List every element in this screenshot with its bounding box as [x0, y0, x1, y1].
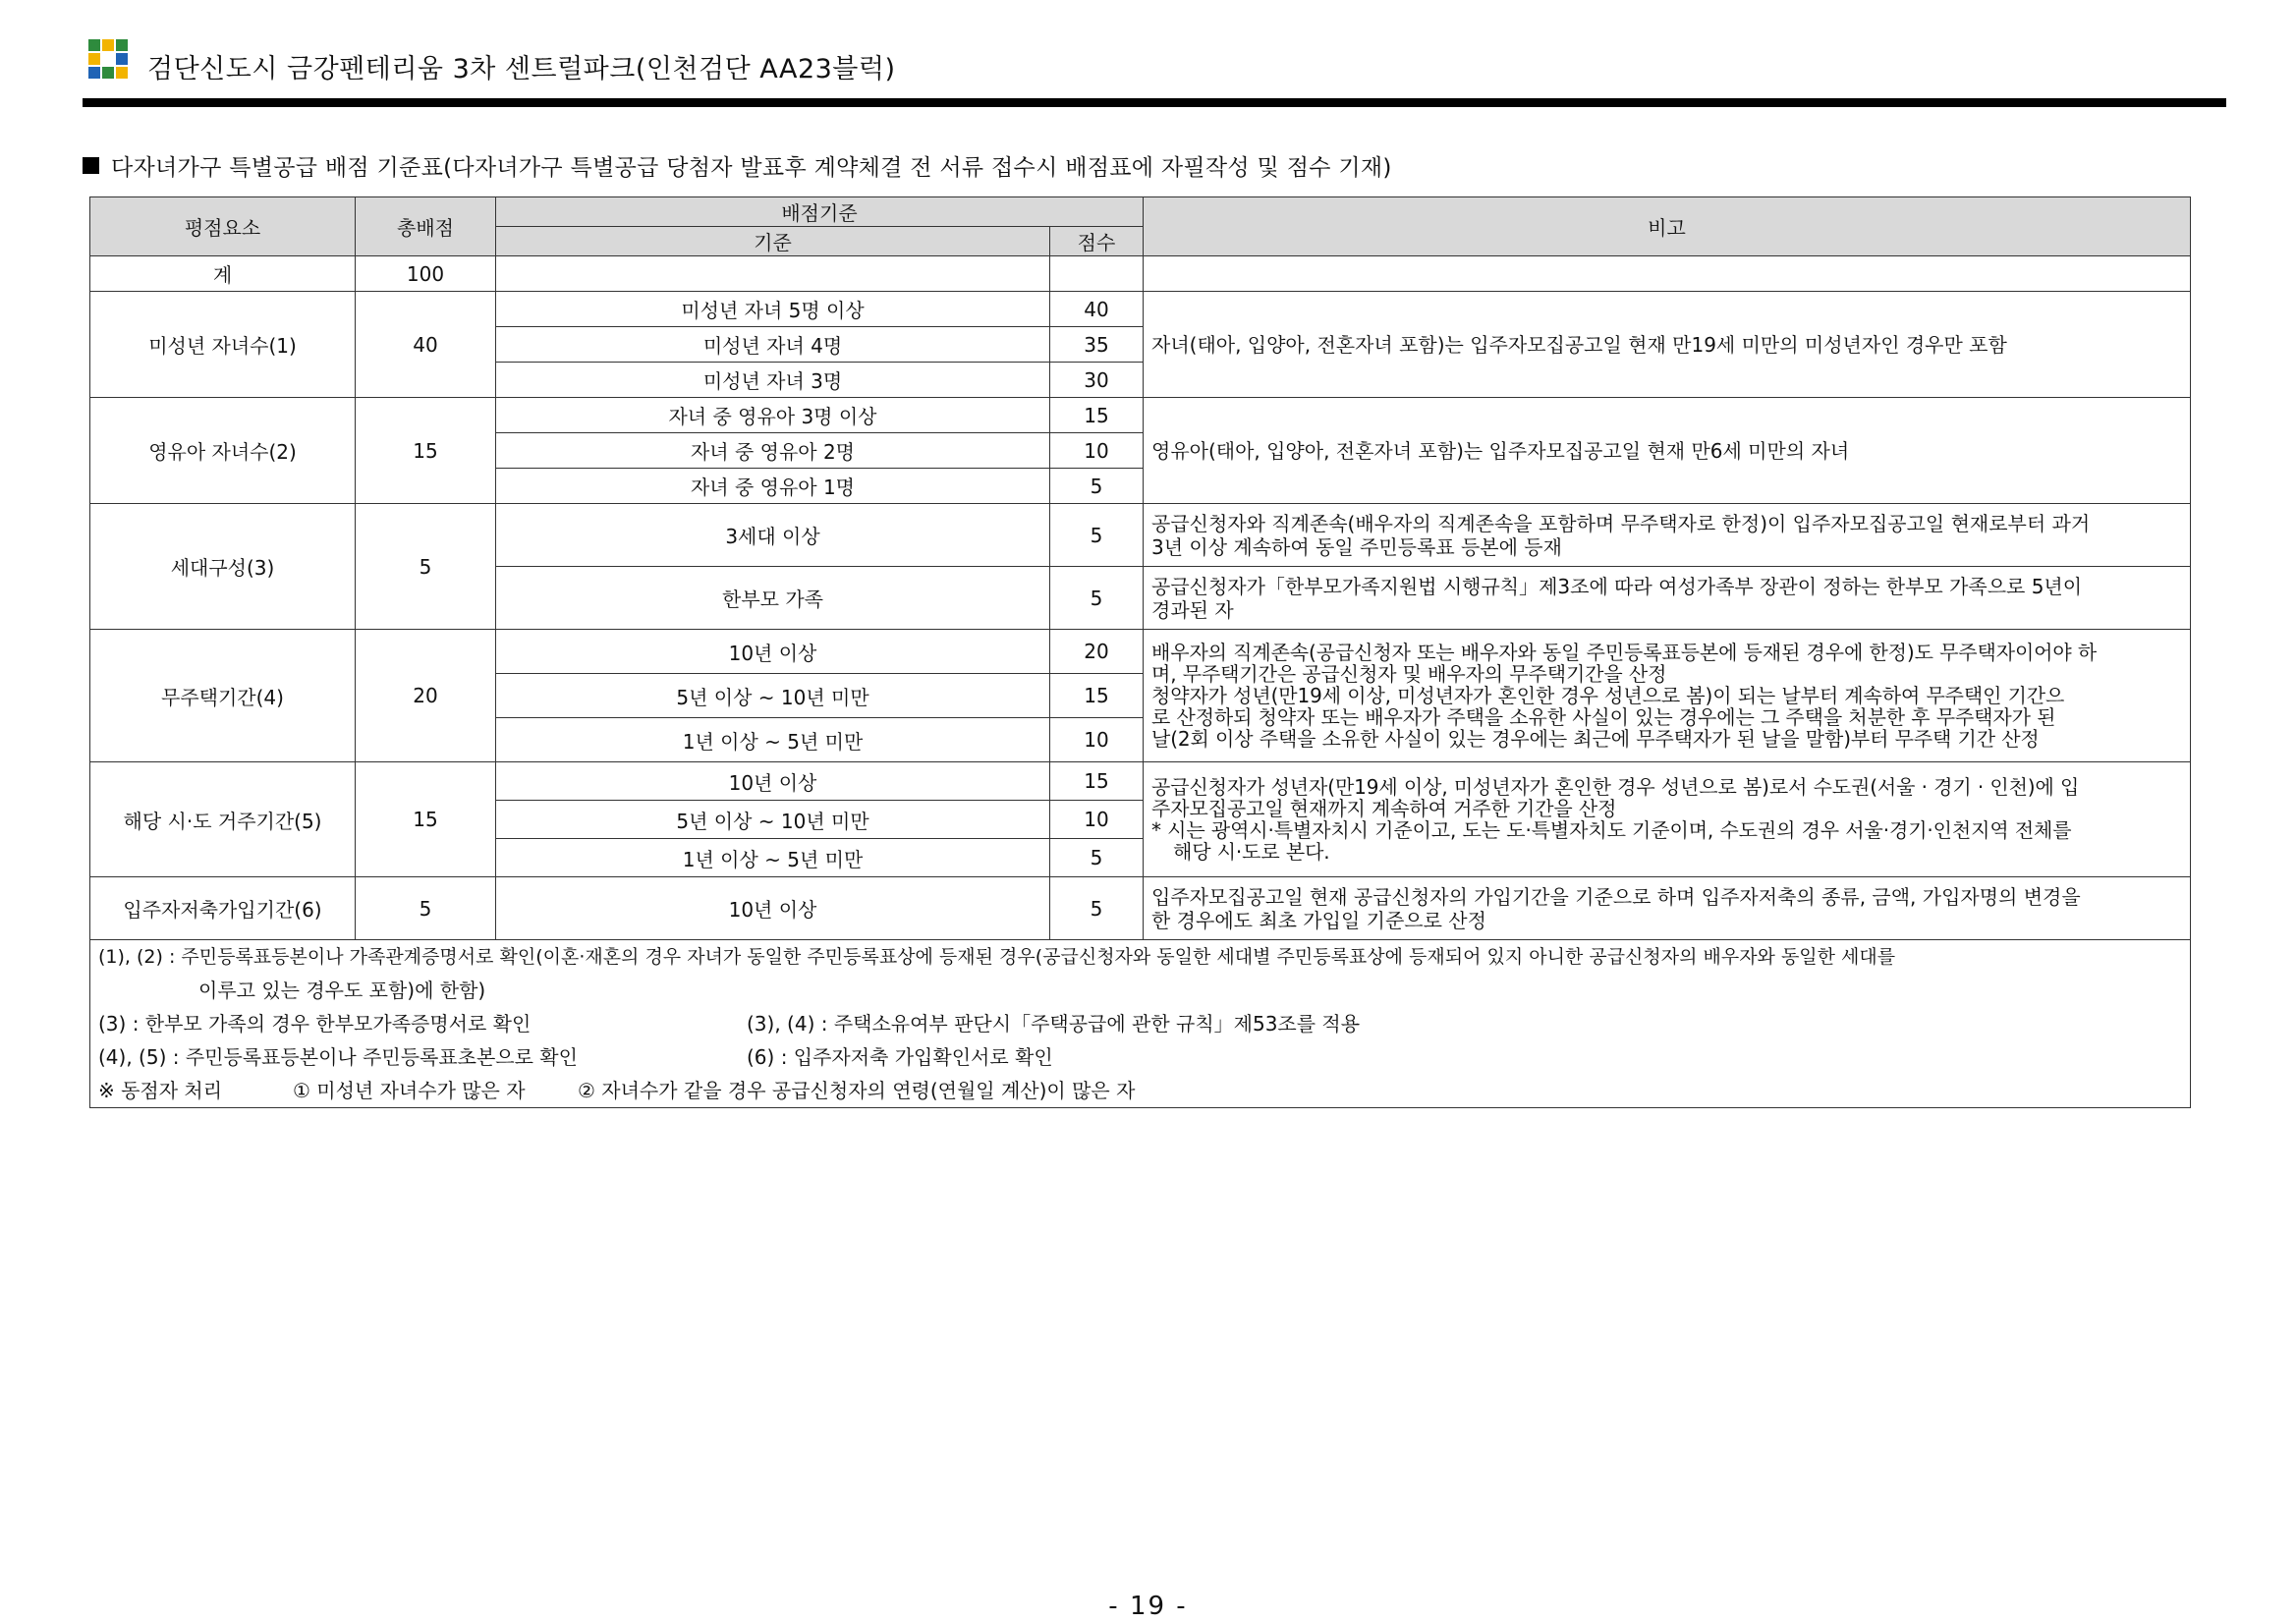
table-row	[90, 398, 2191, 433]
remark-cell: 공급신청자가「한부모가족지원법 시행규칙」제3조에 따라 여성가족부 장관이 정하는 한부모 가족으로 5년이 경과된 자	[1144, 567, 2191, 630]
criterion-cell: 5년 이상 ~ 10년 미만	[496, 801, 1050, 839]
total-cell: 40	[356, 292, 496, 398]
criterion-cell: 미성년 자녀 4명	[496, 327, 1050, 363]
page-number: - 19 -	[1108, 1592, 1188, 1621]
criterion-cell: 미성년 자녀 3명	[496, 363, 1050, 398]
remark-cell: 입주자모집공고일 현재 공급신청자의 가입기간을 기준으로 하며 입주자저축의 종류, 금액, 가입자명의 변경을 한 경우에도 최초 가입일 기준으로 산정	[1144, 877, 2191, 940]
square-bullet-icon	[83, 157, 99, 174]
table-row	[90, 877, 2191, 940]
footnotes	[90, 940, 2191, 1108]
remark-cell: 자녀(태아, 입양아, 전혼자녀 포함)는 입주자모집공고일 현재 만19세 미만의 미성년자인 경우만 포함	[1144, 292, 2191, 398]
table-row	[90, 762, 2191, 801]
score-cell: 5	[1050, 469, 1144, 504]
score-cell: 40	[1050, 292, 1144, 327]
remark-cell: 공급신청자가 성년자(만19세 이상, 미성년자가 혼인한 경우 성년으로 봄)로서 수도권(서울 · 경기 · 인천)에 입 주자모집공고일 현재까지 계속하여 거주한 기간을 산정 * 시는 광역시·특별자치시 기준이고, 도는 도·특별자치도 기준이며, 수도권의 경우 서울·경기·인천지역 전체를 해당 시·도로 본다.	[1144, 762, 2191, 877]
criterion-cell: 10년 이상	[496, 630, 1050, 674]
remark-cell: 배우자의 직계존속(공급신청자 또는 배우자와 동일 주민등록표등본에 등재된 경우에 한정)도 무주택자이어야 하 며, 무주택기간은 공급신청자 및 배우자의 무주택기간을 산정 청약자가 성년(만19세 이상, 미성년자가 혼인한 경우 성년으로 봄)이 되는 날부터 계속하여 무주택인 기간으 로 산정하되 청약자 또는 배우자가 주택을 소유한 사실이 있는 경우에는 그 주택을 처분한 후 무주택자가 된 날(2회 이상 주택을 소유한 사실이 있는 경우에는 최근에 무주택자가 된 날을 말함)부터 무주택 기간 산정	[1144, 630, 2191, 762]
criterion-cell: 5년 이상 ~ 10년 미만	[496, 674, 1050, 718]
footnote-line: (4), (5) : 주민등록표등본이나 주민등록표초본으로 확인 (6) : 입주자저축 가입확인서로 확인	[98, 1045, 1053, 1069]
criterion-cell: 자녀 중 영유아 3명 이상	[496, 398, 1050, 433]
footnote-line: (3) : 한부모 가족의 경우 한부모가족증명서로 확인 (3), (4) : 주택소유여부 판단시「주택공급에 관한 규칙」제53조를 적용	[98, 1012, 1361, 1036]
scoring-table	[89, 196, 2191, 1108]
header-total: 총배점	[356, 197, 496, 256]
factor-cell: 무주택기간(4)	[90, 630, 356, 762]
total-cell: 5	[356, 504, 496, 630]
factor-cell: 미성년 자녀수(1)	[90, 292, 356, 398]
score-cell: 15	[1050, 762, 1144, 801]
table-row	[90, 630, 2191, 674]
sum-label: 계	[90, 256, 356, 292]
factor-cell: 영유아 자녀수(2)	[90, 398, 356, 504]
page-header	[83, 35, 2226, 108]
total-cell: 20	[356, 630, 496, 762]
tie-break-line: ※ 동점자 처리 ① 미성년 자녀수가 많은 자 ② 자녀수가 같을 경우 공급신청자의 연령(연월일 계산)이 많은 자	[98, 1079, 1136, 1102]
criterion-cell: 한부모 가족	[496, 567, 1050, 630]
score-cell: 10	[1050, 801, 1144, 839]
document-title: 검단신도시 금강펜테리움 3차 센트럴파크(인천검단 AA23블럭)	[147, 54, 896, 84]
score-cell: 5	[1050, 839, 1144, 877]
total-cell: 15	[356, 398, 496, 504]
factor-cell: 해당 시·도 거주기간(5)	[90, 762, 356, 877]
score-cell: 10	[1050, 433, 1144, 469]
criterion-cell: 3세대 이상	[496, 504, 1050, 567]
criterion-cell: 1년 이상 ~ 5년 미만	[496, 718, 1050, 762]
table-row	[90, 256, 2191, 292]
table-row	[90, 504, 2191, 567]
header-factor: 평점요소	[90, 197, 356, 256]
header-criteria-group: 배점기준	[496, 197, 1144, 227]
score-cell: 5	[1050, 504, 1144, 567]
criterion-cell: 10년 이상	[496, 762, 1050, 801]
table-row	[90, 292, 2191, 327]
criterion-cell: 자녀 중 영유아 2명	[496, 433, 1050, 469]
remark-cell: 영유아(태아, 입양아, 전혼자녀 포함)는 입주자모집공고일 현재 만6세 미만의 자녀	[1144, 398, 2191, 504]
header-criteria: 기준	[496, 227, 1050, 256]
score-cell: 30	[1050, 363, 1144, 398]
criterion-cell: 미성년 자녀 5명 이상	[496, 292, 1050, 327]
score-cell: 35	[1050, 327, 1144, 363]
footnote-line: 이루고 있는 경우도 포함)에 한함)	[198, 979, 486, 1002]
footnote-line: (1), (2) : 주민등록표등본이나 가족관계증명서로 확인(이혼·재혼의 경우 자녀가 동일한 주민등록표상에 등재된 경우(공급신청자와 동일한 세대별 주민등록표상에 등재되어 있지 아니한 공급신청자의 배우자와 동일한 세대를	[98, 946, 1896, 968]
score-cell: 5	[1050, 567, 1144, 630]
criterion-cell: 자녀 중 영유아 1명	[496, 469, 1050, 504]
header-divider	[83, 98, 2226, 107]
header-remarks: 비고	[1144, 197, 2191, 256]
header-score: 점수	[1050, 227, 1144, 256]
criterion-cell: 1년 이상 ~ 5년 미만	[496, 839, 1050, 877]
score-cell: 20	[1050, 630, 1144, 674]
criterion-cell: 10년 이상	[496, 877, 1050, 940]
logo-icon	[88, 39, 128, 83]
section-title: 다자녀가구 특별공급 배점 기준표(다자녀가구 특별공급 당첨자 발표후 계약체결 전 서류 접수시 배점표에 자필작성 및 점수 기재)	[111, 155, 1392, 181]
score-cell: 5	[1050, 877, 1144, 940]
sum-total: 100	[356, 256, 496, 292]
section-heading	[83, 149, 1392, 182]
remark-cell: 공급신청자와 직계존속(배우자의 직계존속을 포함하며 무주택자로 한정)이 입주자모집공고일 현재로부터 과거 3년 이상 계속하여 동일 주민등록표 등본에 등재	[1144, 504, 2191, 567]
footnote-row	[90, 940, 2191, 1108]
total-cell: 15	[356, 762, 496, 877]
score-cell: 10	[1050, 718, 1144, 762]
factor-cell: 세대구성(3)	[90, 504, 356, 630]
factor-cell: 입주자저축가입기간(6)	[90, 877, 356, 940]
score-cell: 15	[1050, 674, 1144, 718]
score-cell: 15	[1050, 398, 1144, 433]
total-cell: 5	[356, 877, 496, 940]
